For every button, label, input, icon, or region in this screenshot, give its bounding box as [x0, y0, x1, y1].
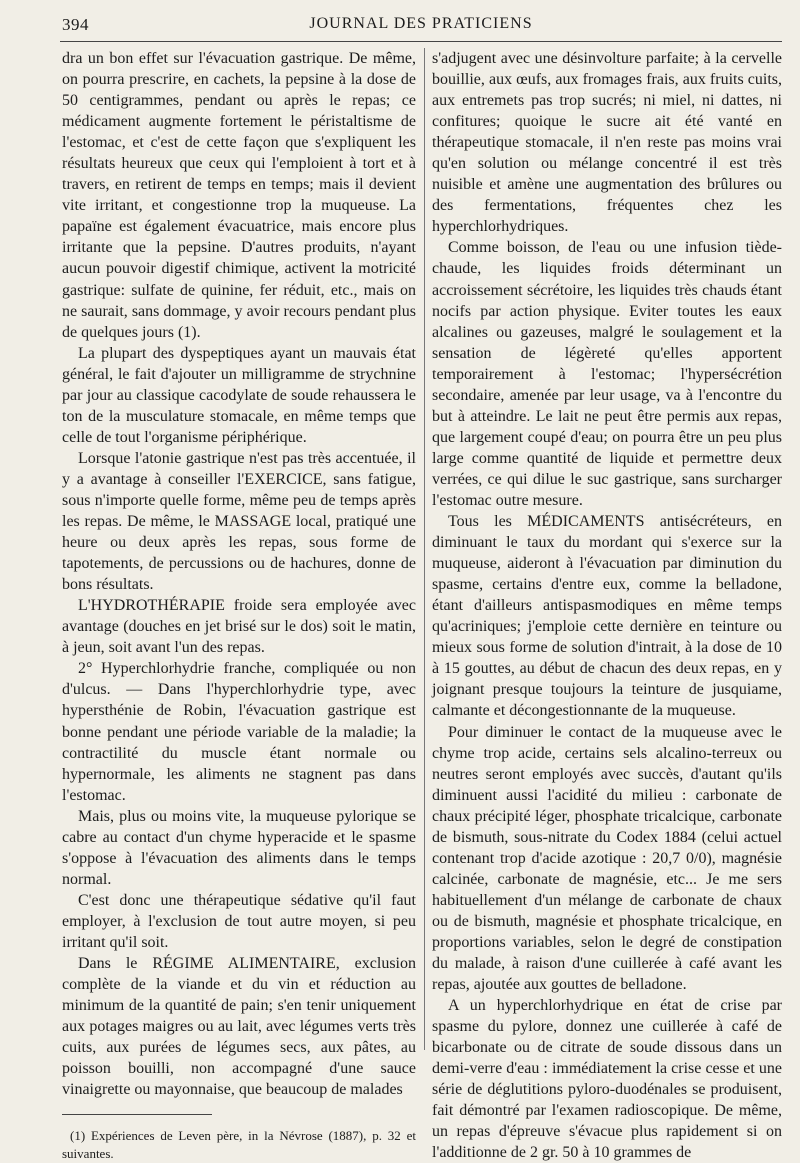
paragraph: 2° Hyperchlorhydrie franche, compliquée ou non d'ulcus. — Dans l'hyperchlorhydrie type, avec hypersthénie de Robin, l'évacuation gastrique est bonne pendant une période variable de la maladie; la contractilité du muscle étant normale ou hypernormale, les aliments ne stagnent pas dans l'estomac.: [62, 660, 416, 804]
paragraph: Comme boisson, de l'eau ou une infusion tiède-chaude, les liquides froids déterminant un accroissement sécrétoire, les liquides très chauds étant nocifs par action physique. Eviter toutes les eaux alcalines ou gazeuses, malgré le soulagement et la sensation de légèreté qu'elles apportent temporairement à l'estomac; l'hypersécrétion secondaire, amenée par leur usage, va à l'encontre du but à atteindre. Le lait ne peut être permis aux repas, que largement coupé d'eau; on pourra être un peu plus large comme quantité de liquide et permettre deux verrées, ce qui dilue le suc gastrique, sans surcharger l'estomac outre mesure.: [432, 239, 782, 509]
paragraph: Mais, plus ou moins vite, la muqueuse pylorique se cabre au contact d'un chyme hyperacide et le spasme s'oppose à l'évacuation des aliments dans le temps normal.: [62, 807, 416, 888]
paragraph: Dans le RÉGIME ALIMENTAIRE, exclusion complète de la viande et du vin et réduction au minimum de la quantité de pain; s'en tenir uniquement aux potages maigres ou au lait, avec légumes verts très cuits, aux purées de légumes secs, aux pâtes, au poisson bouilli, non accompagné d'une sauce vinaigrette ou mayonnaise, que beaucoup de malades: [62, 955, 416, 1099]
running-head: JOURNAL DES PRATICIENS: [309, 15, 533, 32]
right-column: [432, 48, 782, 1163]
paragraph: Tous les MÉDICAMENTS antisécréteurs, en diminuant le taux du mordant qui s'exerce sur la muqueuse, aideront à l'évacuation par diminution du spasme, certains d'entre eux, comme la belladone, étant d'ailleurs antispasmodiques en même temps qu'acriniques; j'emploie cette dernière en teinture ou mieux sous forme de solution d'intrait, à la dose de 10 à 15 gouttes, au début de chacun des deux repas, en y joignant presque toujours la teinture de jusquiame, calmante et décongestionnante de la muqueuse.: [432, 513, 782, 720]
paragraph: La plupart des dyspeptiques ayant un mauvais état général, le fait d'ajouter un milligramme de strychnine par jour au classique cacodylate de soude rehaussera le ton de la musculature stomacale, en même temps que celle de tout l'organisme périphérique.: [62, 344, 416, 446]
header-rule: [60, 41, 782, 42]
page-header: [62, 12, 780, 38]
paragraph: Pour diminuer le contact de la muqueuse avec le chyme trop acide, certains sels alcalino-terreux ou neutres seront employés avec succès, d'autant qu'ils diminuent aussi l'acidité du milieu : carbonate de chaux précipité léger, phosphate tricalcique, carbonate de bismuth, sous-nitrate du Codex 1884 (celui actuel contenant trop d'acide azotique : 20,7 0/0), magnésie calcinée, carbonate de magnésie, etc... Je me sers habituellement d'un mélange de carbonate de chaux ou de bismuth, magnésie et phosphate tricalcique, en proportions variables, selon le degré de constipation du malade, à raison d'une cuillerée à café avant les repas, ajoutée aux gouttes de belladone.: [432, 723, 782, 994]
footnote: (1) Expériences de Leven père, in la Névrose (1887), p. 32 et suivantes.: [62, 1128, 416, 1162]
paragraph: C'est donc une thérapeutique sédative qu'il faut employer, à l'exclusion de tout autre moyen, si peu irritant qu'il soit.: [62, 891, 416, 951]
column-divider: [424, 48, 425, 1050]
footnote-rule: [62, 1114, 212, 1115]
paragraph: A un hyperchlorhydrique en état de crise par spasme du pylore, donnez une cuillerée à café de bicarbonate ou de citrate de soude dissous dans un demi-verre d'eau : immédiatement la crise cesse et une série de déglutitions pyloro-duodénales se produisent, fait démontré par l'examen radioscopique. De même, un repas d'épreuve s'évacue plus rapidement si on l'additionne de 2 gr. 50 à 10 grammes de: [432, 997, 782, 1162]
page-number: 394: [62, 15, 89, 34]
left-column: [62, 48, 416, 1163]
paragraph: L'HYDROTHÉRAPIE froide sera employée avec avantage (douches en jet brisé sur le dos) soit le matin, à jeun, soit avant l'un des repas.: [62, 597, 416, 657]
paragraph: s'adjugent avec une désinvolture parfaite; à la cervelle bouillie, aux œufs, aux fromages frais, aux fruits cuits, aux entremets pas trop sucrés; ni miel, ni dattes, ni confitures; quoique le sucre ait été vanté en thérapeutique stomacale, il n'en reste pas moins vrai qu'en solution ou mélange concentré il est très nuisible et amène une augmentation des brûlures ou des fermentations, fréquentes chez les hyperchlorhydriques.: [432, 50, 782, 236]
paragraph: dra un bon effet sur l'évacuation gastrique. De même, on pourra prescrire, en cachets, la pepsine à la dose de 50 centigrammes, pendant ou après le repas; ce médicament augmente fortement le péristaltisme de l'estomac, et c'est de cette façon que s'expliquent les résultats heureux que ceux qui l'emploient à tort et à travers, en retirent de temps en temps; mais il devient vite irritant, et congestionne trop la muqueuse. La papaïne est également évacuatrice, mais encore plus irritante que la pepsine. D'autres produits, n'ayant aucun pouvoir digestif chimique, activent la motricité gastrique: sulfate de quinine, fer réduit, etc., mais on ne saurait, sans dommage, y avoir recours pendant plus de quelques jours (1).: [62, 50, 416, 341]
paragraph: Lorsque l'atonie gastrique n'est pas très accentuée, il y a avantage à conseiller l'EXERCICE, sans fatigue, sous n'importe quelle forme, même peu de temps après les repas. De même, le MASSAGE local, pratiqué une heure ou deux après les repas, sous forme de tapotements, de percussions ou de hachures, donne de bons résultats.: [62, 449, 416, 594]
